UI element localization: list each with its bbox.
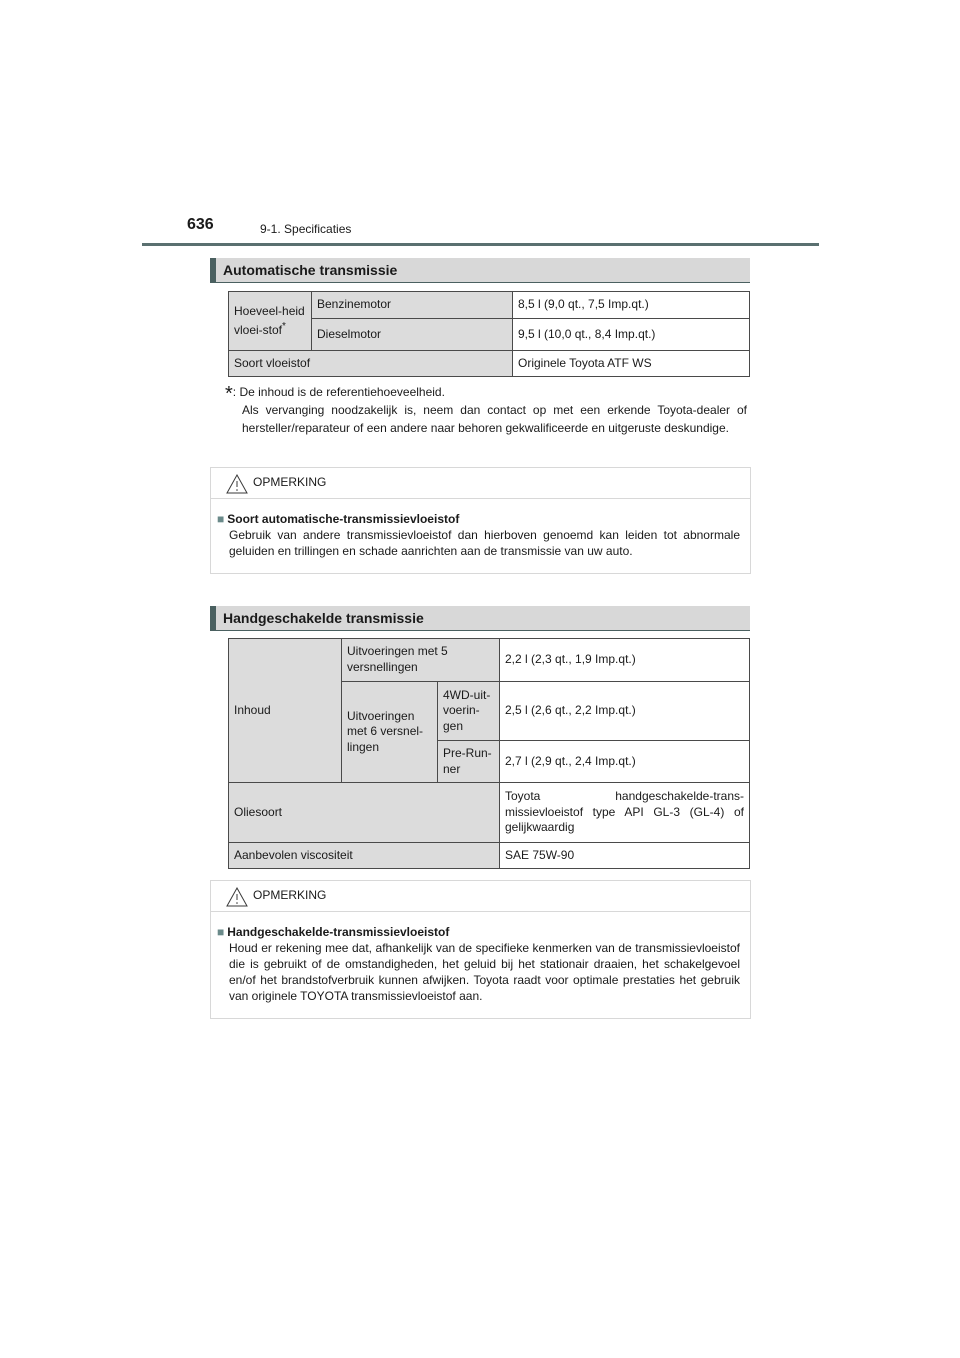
footnote-marker: *	[282, 320, 286, 332]
manual-spec-table	[228, 638, 750, 869]
section-heading-manual	[210, 606, 750, 631]
table-row	[229, 783, 750, 843]
footnote	[225, 381, 747, 437]
note-label: OPMERKING	[253, 888, 327, 902]
caution-note-automatic	[210, 467, 751, 574]
warning-triangle-icon	[226, 474, 248, 494]
footnote-star: *	[225, 383, 233, 405]
five-speed-value: 2,2 l (2,3 qt., 1,9 Imp.qt.)	[500, 639, 750, 682]
note-subheading-row	[217, 924, 740, 940]
viscosity-label: Aanbevolen viscositeit	[229, 843, 500, 869]
section-bar	[210, 258, 216, 282]
table-row	[229, 351, 750, 377]
page-number: 636	[187, 216, 214, 233]
fluid-type-value: Originele Toyota ATF WS	[513, 351, 750, 377]
section-title: Automatische transmissie	[223, 262, 398, 278]
awd-value: 2,5 l (2,6 qt., 2,2 Imp.qt.)	[500, 682, 750, 741]
note-content	[211, 912, 750, 1018]
engine-cell: Dieselmotor	[312, 319, 513, 351]
value-cell: 9,5 l (10,0 qt., 8,4 Imp.qt.)	[513, 319, 750, 351]
footnote-line1: : De inhoud is de referentiehoeveelheid.	[232, 385, 445, 399]
oil-type-value: Toyota handgeschakelde-trans-missievloeistof type API GL-3 (GL-4) of gelijkwaardig	[500, 783, 750, 843]
prerunner-value: 2,7 l (2,9 qt., 2,4 Imp.qt.)	[500, 741, 750, 783]
section-heading-automatic	[210, 258, 750, 283]
quantity-label-cell	[229, 292, 312, 351]
table-row	[229, 639, 750, 682]
note-text: Gebruik van andere transmissievloeistof dan hierboven genoemd kan leiden tot abnormale geluiden en trillingen en schade aanrichten aan de transmissie van uw auto.	[229, 528, 740, 558]
quantity-label: Hoeveel-heid vloei-stof	[234, 303, 305, 337]
section-bar	[210, 606, 216, 630]
square-bullet-icon: ■	[217, 512, 225, 526]
note-content	[211, 499, 750, 573]
six-speed-label: Uitvoeringen met 6 versnel-lingen	[342, 682, 438, 783]
square-bullet-icon: ■	[217, 925, 225, 939]
note-header	[211, 468, 750, 499]
value-cell: 8,5 l (9,0 qt., 7,5 Imp.qt.)	[513, 292, 750, 319]
footnote-body: Als vervanging noodzakelijk is, neem dan contact op met een erkende Toyota-dealer of hersteller/reparateur of een andere naar behoren gekwalificeerde en uitgeruste deskundige.	[242, 403, 747, 435]
note-subheading: Soort automatische-transmissievloeistof	[227, 512, 460, 526]
viscosity-value: SAE 75W-90	[500, 843, 750, 869]
oil-type-label: Oliesoort	[229, 783, 500, 843]
warning-triangle-icon	[226, 887, 248, 907]
five-speed-label: Uitvoeringen met 5 versnellingen	[342, 639, 500, 682]
header-rule	[142, 243, 819, 246]
note-text: Houd er rekening mee dat, afhankelijk van de specifieke kenmerken van de transmissievloeistof die is gebruikt of de omstandigheden, het geluid bij het stationair draaien, het schakelgevoel en/of het brandstofverbruik kunnen afwijken. Toyota raadt voor optimale prestaties het gebruik van originele TOYOTA transmissievloeistof aan.	[229, 941, 740, 1003]
section-title: Handgeschakelde transmissie	[223, 610, 424, 626]
prerunner-label: Pre-Run-ner	[438, 741, 500, 783]
note-subheading: Handgeschakelde-transmissievloeistof	[227, 925, 450, 939]
note-subheading-row	[217, 511, 740, 527]
table-row	[229, 292, 750, 319]
awd-label: 4WD-uit-voerin-gen	[438, 682, 500, 741]
engine-cell: Benzinemotor	[312, 292, 513, 319]
note-header	[211, 881, 750, 912]
table-row	[229, 843, 750, 869]
note-label: OPMERKING	[253, 475, 327, 489]
automatic-spec-table	[228, 291, 750, 377]
chapter-title: 9-1. Specificaties	[260, 222, 352, 236]
fluid-type-label: Soort vloeistof	[229, 351, 513, 377]
caution-note-manual	[210, 880, 751, 1019]
capacity-label: Inhoud	[229, 639, 342, 783]
